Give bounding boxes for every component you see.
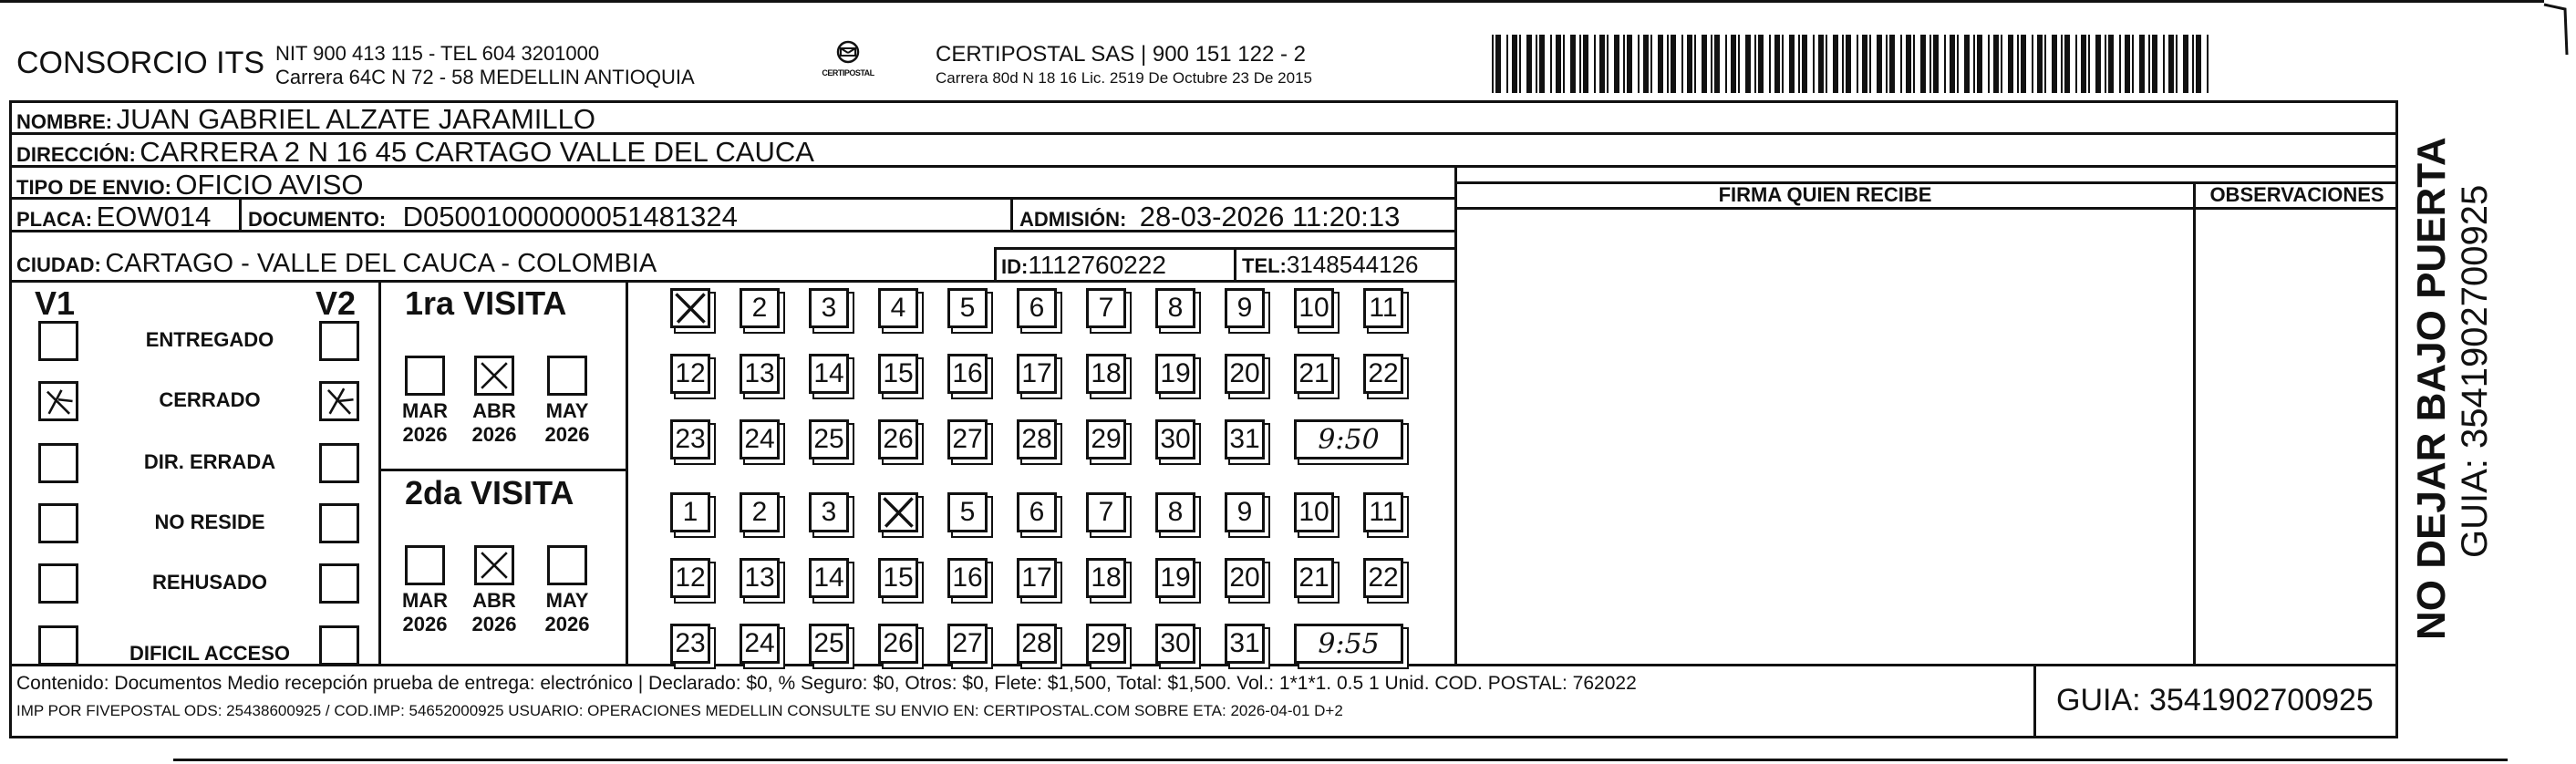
certipostal-logo xyxy=(812,40,885,77)
day-box[interactable]: 28 xyxy=(1017,419,1057,459)
month-year: 2026 xyxy=(402,613,448,635)
day-box[interactable]: 2 xyxy=(740,492,780,532)
status-option-label: REHUSADO xyxy=(152,571,267,594)
barcode-bar xyxy=(2163,35,2165,93)
day-box[interactable]: 29 xyxy=(1086,419,1126,459)
ciudad-value: CARTAGO - VALLE DEL CAUCA - COLOMBIA xyxy=(105,249,657,278)
admision-value: 28-03-2026 11:20:13 xyxy=(1139,201,1401,232)
day-box[interactable]: 13 xyxy=(740,354,780,394)
barcode-bar xyxy=(2105,35,2106,93)
visit-divider xyxy=(378,469,626,471)
day-box[interactable]: 2 xyxy=(740,288,780,328)
month-name: MAY xyxy=(545,589,589,612)
day-box[interactable]: 14 xyxy=(809,354,849,394)
placa-label: PLACA: xyxy=(16,208,93,231)
day-box[interactable]: 20 xyxy=(1225,354,1265,394)
nombre-row xyxy=(16,103,595,136)
month-year: 2026 xyxy=(544,423,590,446)
barcode-bar xyxy=(1583,35,1588,93)
visit-time[interactable]: 9:55 xyxy=(1294,624,1403,664)
direccion-row xyxy=(16,136,814,169)
day-box[interactable]: 10 xyxy=(1294,288,1334,328)
barcode-bar xyxy=(1650,35,1652,93)
barcode-bar xyxy=(1570,35,1576,93)
day-box[interactable]: 22 xyxy=(1363,354,1403,394)
day-box[interactable]: 5 xyxy=(947,288,988,328)
day-box[interactable]: 21 xyxy=(1294,354,1334,394)
tel-divider xyxy=(1234,247,1236,280)
day-box[interactable]: 27 xyxy=(947,419,988,459)
month-name: MAY xyxy=(545,399,589,422)
barcode-bar xyxy=(2052,35,2057,93)
barcode-bar xyxy=(1711,35,1712,93)
id-divider xyxy=(994,247,997,280)
barcode-bar xyxy=(2119,35,2121,93)
direccion-label: DIRECCIÓN: xyxy=(16,143,136,166)
tel-cell xyxy=(1242,251,1419,279)
month-checkbox[interactable] xyxy=(547,356,587,396)
barcode-bar xyxy=(1900,35,1902,93)
observaciones-area[interactable] xyxy=(2196,210,2398,664)
barcode-bar xyxy=(1681,35,1683,93)
barcode-bar xyxy=(1906,35,1911,93)
barcode-bar xyxy=(1667,35,1669,93)
v2-checkbox[interactable] xyxy=(319,563,359,604)
observaciones-header: OBSERVACIONES xyxy=(2209,183,2385,206)
barcode-bar xyxy=(2044,35,2046,93)
day-box[interactable]: 16 xyxy=(947,354,988,394)
barcode-bar xyxy=(1973,35,1975,93)
barcode-bar xyxy=(1627,35,1632,93)
placa-cell xyxy=(16,201,211,233)
day-box[interactable]: 26 xyxy=(878,624,918,664)
month-name: ABR xyxy=(472,589,516,612)
day-box[interactable]: 17 xyxy=(1017,354,1057,394)
check-mark-icon xyxy=(41,384,76,418)
nombre-value: JUAN GABRIEL ALZATE JARAMILLO xyxy=(116,103,595,135)
barcode-bar xyxy=(2183,35,2188,93)
guia-divider xyxy=(2033,664,2036,738)
day-box[interactable]: 23 xyxy=(670,419,710,459)
day-box[interactable]: 3 xyxy=(809,492,849,532)
day-box[interactable]: 20 xyxy=(1225,558,1265,598)
visit-title: 1ra VISITA xyxy=(405,284,567,322)
barcode-bar xyxy=(1889,35,1895,93)
month-year: 2026 xyxy=(471,423,517,446)
day-box[interactable]: 31 xyxy=(1225,624,1265,664)
visit-title: 2da VISITA xyxy=(405,474,574,511)
barcode-bar xyxy=(1929,35,1931,93)
barcode-bar xyxy=(2081,35,2086,93)
day-box[interactable]: 21 xyxy=(1294,558,1334,598)
barcode-bar xyxy=(1694,35,1696,93)
documento-value: D05001000000051481324 xyxy=(402,201,738,232)
footer-contenido: Contenido: Documentos Medio recepción prueba de entrega: electrónico | Declarado: $0, % Seguro: $0, Otros: $0, Flete: $1,500, Total: $1,500. Vol.: 1*1*1. 0.5 1 Unid. COD. POSTAL: 762022 xyxy=(16,673,1637,694)
day-box[interactable]: 8 xyxy=(1155,492,1195,532)
barcode-bar xyxy=(1944,35,1946,93)
month-checkbox[interactable] xyxy=(474,356,514,396)
admision-divider xyxy=(1010,197,1013,230)
barcode-bar xyxy=(1506,35,1508,93)
barcode-bar xyxy=(1993,35,1999,93)
day-box[interactable]: 9 xyxy=(1225,288,1265,328)
barcode-bar xyxy=(1988,35,1990,93)
month-divider xyxy=(626,280,628,664)
day-box[interactable]: 15 xyxy=(878,354,918,394)
barcode-bar xyxy=(1920,35,1926,93)
tel-label: TEL: xyxy=(1242,254,1287,277)
barcode xyxy=(1492,35,2221,93)
top-rule xyxy=(0,0,2544,3)
admision-label: ADMISIÓN: xyxy=(1019,208,1127,231)
day-box[interactable]: 9 xyxy=(1225,492,1265,532)
barcode-bar xyxy=(1833,35,1838,93)
status-option-label: DIR. ERRADA xyxy=(143,450,276,473)
v1-checkbox[interactable] xyxy=(38,321,78,361)
day-box[interactable] xyxy=(878,492,918,532)
barcode-bar xyxy=(1512,35,1517,93)
check-mark-icon xyxy=(322,384,357,418)
bottom-rule xyxy=(173,759,2508,761)
v2-header: V2 xyxy=(316,284,357,322)
day-box[interactable]: 16 xyxy=(947,558,988,598)
month-checkbox[interactable] xyxy=(547,545,587,585)
barcode-bar xyxy=(1495,35,1501,93)
barcode-bar xyxy=(2152,35,2157,93)
barcode-bar xyxy=(2148,35,2150,93)
barcode-bar xyxy=(2088,35,2090,93)
v2-checkbox[interactable] xyxy=(319,381,359,421)
logo-icon xyxy=(828,40,868,64)
company-name: CONSORCIO ITS xyxy=(16,46,265,80)
barcode-bar xyxy=(2001,35,2002,93)
barcode-bar xyxy=(2108,35,2114,93)
status-divider xyxy=(378,280,381,664)
barcode-bar xyxy=(2139,35,2145,93)
tipo-row xyxy=(16,169,364,201)
barcode-bar xyxy=(1826,35,1827,93)
barcode-bar xyxy=(1846,35,1851,93)
barcode-bar xyxy=(1638,35,1640,93)
barcode-bar xyxy=(1818,35,1824,93)
day-box[interactable]: 24 xyxy=(740,624,780,664)
barcode-bar xyxy=(1579,35,1581,93)
day-box[interactable]: 12 xyxy=(670,354,710,394)
day-box[interactable]: 18 xyxy=(1086,558,1126,598)
month-checkbox[interactable] xyxy=(405,356,445,396)
documento-cell xyxy=(248,201,738,233)
documento-label: DOCUMENTO: xyxy=(248,208,387,231)
carrier-name: CERTIPOSTAL SAS | 900 151 122 - 2 xyxy=(936,42,1306,67)
v2-checkbox[interactable] xyxy=(319,503,359,543)
day-box[interactable]: 25 xyxy=(809,624,849,664)
tipo-label: TIPO DE ENVIO: xyxy=(16,176,171,199)
footer-top-line xyxy=(9,664,2398,666)
day-box[interactable]: 22 xyxy=(1363,558,1403,598)
barcode-bar xyxy=(1556,35,1561,93)
barcode-bar xyxy=(2192,35,2194,93)
nombre-label: NOMBRE: xyxy=(16,110,113,133)
placa-divider xyxy=(239,197,242,230)
barcode-bar xyxy=(1933,35,1939,93)
barcode-bar xyxy=(1869,35,1871,93)
scan-edge-mark xyxy=(2540,0,2576,73)
barcode-bar xyxy=(1607,35,1609,93)
day-box[interactable]: 30 xyxy=(1155,419,1195,459)
id-label: ID: xyxy=(1001,255,1029,278)
firma-area[interactable] xyxy=(1457,210,2193,664)
barcode-bar xyxy=(2061,35,2063,93)
barcode-bar xyxy=(1714,35,1720,93)
day-box[interactable]: 4 xyxy=(878,288,918,328)
company-address: Carrera 64C N 72 - 58 MEDELLIN ANTIOQUIA xyxy=(275,66,695,88)
day-box[interactable]: 11 xyxy=(1363,492,1403,532)
barcode-bar xyxy=(1738,35,1740,93)
barcode-bar xyxy=(1563,35,1565,93)
day-box[interactable]: 26 xyxy=(878,419,918,459)
barcode-bar xyxy=(1950,35,1955,93)
day-box[interactable]: 11 xyxy=(1363,288,1403,328)
barcode-bar xyxy=(1687,35,1692,93)
day-box[interactable]: 18 xyxy=(1086,354,1126,394)
barcode-bar xyxy=(2064,35,2070,93)
tel-value: 3148544126 xyxy=(1286,251,1419,278)
v1-header: V1 xyxy=(35,284,76,322)
x-mark-icon xyxy=(673,291,708,325)
day-box[interactable]: 1 xyxy=(670,492,710,532)
barcode-bar xyxy=(1802,35,1807,93)
barcode-bar xyxy=(1813,35,1815,93)
firma-header: FIRMA QUIEN RECIBE xyxy=(1718,183,1932,206)
barcode-bar xyxy=(1671,35,1676,93)
barcode-bar xyxy=(1623,35,1625,93)
barcode-bar xyxy=(1913,35,1915,93)
day-box[interactable]: 3 xyxy=(809,288,849,328)
barcode-bar xyxy=(1769,35,1771,93)
day-box[interactable]: 28 xyxy=(1017,624,1057,664)
month-name: ABR xyxy=(472,399,516,422)
barcode-bar xyxy=(1862,35,1867,93)
barcode-bar xyxy=(1702,35,1707,93)
v1-checkbox[interactable] xyxy=(38,381,78,421)
visit-time[interactable]: 9:50 xyxy=(1294,419,1403,459)
x-mark-icon xyxy=(477,548,512,583)
barcode-bar xyxy=(2021,35,2026,93)
barcode-bar xyxy=(1492,35,1494,93)
month-checkbox[interactable] xyxy=(474,545,514,585)
month-label xyxy=(538,399,596,447)
day-box[interactable]: 19 xyxy=(1155,354,1195,394)
barcode-bar xyxy=(2037,35,2043,93)
barcode-bar xyxy=(1539,35,1545,93)
day-box[interactable]: 30 xyxy=(1155,624,1195,664)
month-label xyxy=(538,589,596,636)
barcode-bar xyxy=(2207,35,2209,93)
tipo-value: OFICIO AVISO xyxy=(175,169,364,201)
barcode-bar xyxy=(2196,35,2201,93)
ciudad-cell xyxy=(16,249,657,279)
day-box[interactable]: 19 xyxy=(1155,558,1195,598)
barcode-bar xyxy=(2125,35,2130,93)
day-box[interactable]: 7 xyxy=(1086,288,1126,328)
barcode-bar xyxy=(1519,35,1521,93)
barcode-bar xyxy=(1964,35,1970,93)
barcode-bar xyxy=(1745,35,1751,93)
barcode-bar xyxy=(2075,35,2077,93)
barcode-bar xyxy=(1658,35,1663,93)
barcode-bar xyxy=(1614,35,1619,93)
status-option-label: ENTREGADO xyxy=(145,328,274,351)
v1-checkbox[interactable] xyxy=(38,503,78,543)
footer-imp: IMP POR FIVEPOSTAL ODS: 25438600925 / COD.IMP: 54652000925 USUARIO: OPERACIONES MEDELLIN CONSULTE SU ENVIO EN: CERTIPOSTAL.COM SOBRE ETA: 2026-04-01 D+2 xyxy=(16,702,1343,719)
month-label xyxy=(465,589,523,636)
v2-checkbox[interactable] xyxy=(319,443,359,483)
barcode-bar xyxy=(2032,35,2033,93)
month-year: 2026 xyxy=(402,423,448,446)
v1-checkbox[interactable] xyxy=(38,443,78,483)
barcode-bar xyxy=(1774,35,1780,93)
day-box[interactable]: 13 xyxy=(740,558,780,598)
day-box[interactable] xyxy=(670,288,710,328)
barcode-bar xyxy=(1754,35,1756,93)
day-box[interactable]: 29 xyxy=(1086,624,1126,664)
company-nit: NIT 900 413 115 - TEL 604 3201000 xyxy=(275,42,600,65)
barcode-bar xyxy=(2168,35,2174,93)
barcode-bar xyxy=(2095,35,2101,93)
barcode-bar xyxy=(1731,35,1736,93)
month-label xyxy=(465,399,523,447)
barcode-bar xyxy=(1857,35,1858,93)
barcode-bar xyxy=(1594,35,1596,93)
status-option-label: CERRADO xyxy=(159,388,261,411)
carrier-address: Carrera 80d N 18 16 Lic. 2519 De Octubre 23 De 2015 xyxy=(936,69,1312,87)
month-label xyxy=(396,399,454,447)
v1-checkbox[interactable] xyxy=(38,625,78,666)
barcode-bar xyxy=(2176,35,2178,93)
barcode-bar xyxy=(1842,35,1844,93)
day-box[interactable]: 15 xyxy=(878,558,918,598)
day-box[interactable]: 27 xyxy=(947,624,988,664)
direccion-value: CARRERA 2 N 16 45 CARTAGO VALLE DEL CAUCA xyxy=(140,136,814,168)
barcode-bar xyxy=(1599,35,1605,93)
barcode-bar xyxy=(1782,35,1784,93)
day-box[interactable]: 17 xyxy=(1017,558,1057,598)
month-year: 2026 xyxy=(471,613,517,635)
month-year: 2026 xyxy=(544,613,590,635)
barcode-bar xyxy=(1886,35,1888,93)
barcode-bar xyxy=(1877,35,1882,93)
v2-checkbox[interactable] xyxy=(319,321,359,361)
day-box[interactable]: 5 xyxy=(947,492,988,532)
barcode-bar xyxy=(1536,35,1537,93)
day-box[interactable]: 12 xyxy=(670,558,710,598)
day-box[interactable]: 10 xyxy=(1294,492,1334,532)
barcode-bar xyxy=(1725,35,1727,93)
day-box[interactable]: 31 xyxy=(1225,419,1265,459)
barcode-bar xyxy=(1526,35,1532,93)
barcode-bar xyxy=(1550,35,1552,93)
x-mark-icon xyxy=(881,495,916,530)
side-guia: GUIA: 3541902700925 xyxy=(2455,184,2495,558)
barcode-bar xyxy=(1758,35,1764,93)
barcode-bar xyxy=(1643,35,1649,93)
status-option-label: DIFICIL ACCESO xyxy=(129,642,290,665)
v1-checkbox[interactable] xyxy=(38,563,78,604)
day-box[interactable]: 6 xyxy=(1017,288,1057,328)
day-box[interactable]: 25 xyxy=(809,419,849,459)
month-name: MAR xyxy=(401,589,449,612)
month-label xyxy=(396,589,454,636)
barcode-bar xyxy=(2132,35,2134,93)
month-checkbox[interactable] xyxy=(405,545,445,585)
id-top-line xyxy=(994,247,1454,250)
id-value: 1112760222 xyxy=(1028,251,1166,279)
barcode-bar xyxy=(1957,35,1959,93)
status-option-label: NO RESIDE xyxy=(154,511,265,533)
admision-cell xyxy=(1019,201,1400,233)
barcode-bar xyxy=(2017,35,2019,93)
day-box[interactable]: 24 xyxy=(740,419,780,459)
barcode-bar xyxy=(1798,35,1800,93)
day-box[interactable]: 23 xyxy=(670,624,710,664)
v2-checkbox[interactable] xyxy=(319,625,359,666)
x-mark-icon xyxy=(477,358,512,393)
no-dejar-warning: NO DEJAR BAJO PUERTA xyxy=(2409,137,2454,640)
month-name: MAR xyxy=(401,399,449,422)
barcode-bar xyxy=(1977,35,1982,93)
barcode-bar xyxy=(2008,35,2013,93)
day-box[interactable]: 7 xyxy=(1086,492,1126,532)
barcode-bar xyxy=(1789,35,1795,93)
placa-value: EOW014 xyxy=(96,201,212,232)
ciudad-label: CIUDAD: xyxy=(16,253,101,276)
footer-guia: GUIA: 3541902700925 xyxy=(2056,683,2374,718)
logo-text: CERTIPOSTAL xyxy=(822,68,874,77)
day-box[interactable]: 8 xyxy=(1155,288,1195,328)
id-cell xyxy=(1001,251,1166,280)
row-line-5 xyxy=(9,280,1454,283)
day-box[interactable]: 14 xyxy=(809,558,849,598)
day-box[interactable]: 6 xyxy=(1017,492,1057,532)
